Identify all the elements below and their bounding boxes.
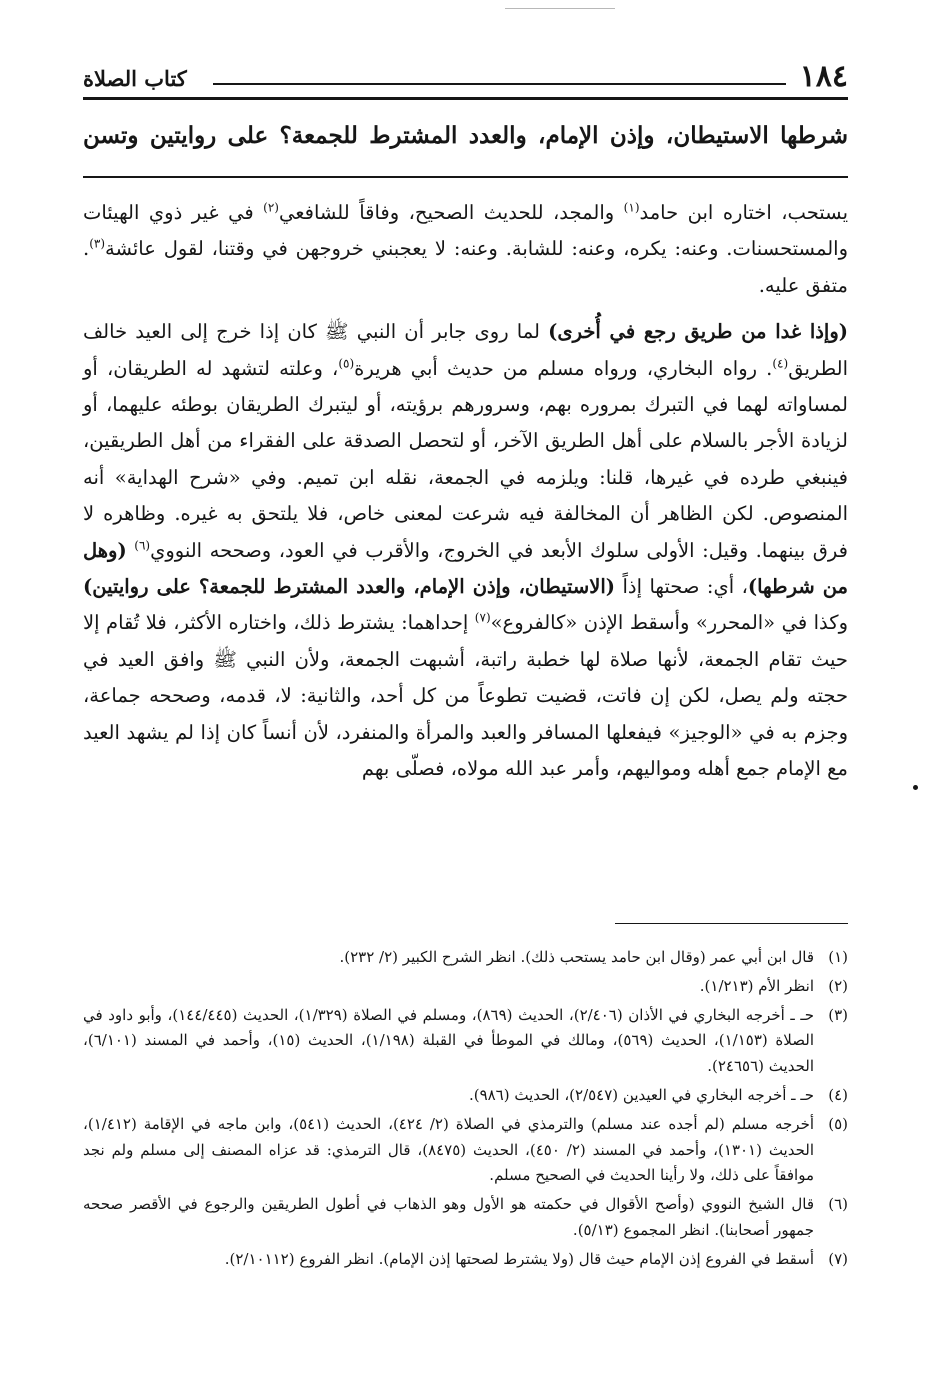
footnote (83, 1003, 848, 1080)
footnote-number: (٤) (828, 1085, 848, 1104)
footnote (83, 974, 848, 1000)
footnote-number: (٢) (828, 976, 848, 995)
page-header (83, 60, 848, 98)
text-run: لما روى جابر أن النبي ﷺ كان إذا خرج إلى العيد خالف الطريق (83, 320, 848, 380)
matn-quote: (وإذا غدا من طريق رجع في أُخرى) (548, 320, 848, 344)
footnote (83, 1247, 848, 1273)
footnote-number: (٦) (828, 1195, 848, 1214)
footnote-ref-4[interactable]: (٤) (772, 356, 789, 371)
matn-quote: (الاستيطان، وإذن الإمام، والعدد المشترط للجمعة؟ على روايتين) (83, 575, 616, 599)
footnote-number: (٧) (828, 1249, 848, 1268)
footnote-number: (٥) (828, 1114, 848, 1133)
text-run: . متفق عليه. (83, 237, 848, 297)
footnote-text: حـ ـ أخرجه البخاري في الأذان (٢/٤٠٦)، الحديث (٨٦٩)، ومسلم في الصلاة (١/٣٢٩)، الحديث (١٤٤/٤٤٥)، وأبو داود في الصلاة (١/١٥٣)، الحديث (٥٦٩)، ومالك في الموطأ في القبلة (١/١٩٨)، الحديث (١٥)، وأحمد في المسند (٦/١٠١)، الحديث (٢٤٦٥٦). (83, 1005, 815, 1076)
footnote-text: انظر الأم (١/٢١٣). (699, 976, 814, 995)
footnote-ref-1[interactable]: (١) (623, 200, 640, 215)
text-run: يستحب، اختاره ابن حامد (639, 201, 848, 224)
text-run: ، وعلته لتشهد له الطريقان، أو لمساواته لهما في التبرك بمروره بهم، وسرورهم برؤيته، أو ليتبرك الطريقان بوطئه عليهما، أو لزيادة الأجر بالسلام على أهل الطريق الآخر، أو لتحصل الصدقة على الفقراء من أهل الطريقين، فينبغي طرده في غيرها، قلنا: ويلزمه في الجمعة، نقله ابن تميم. وفي «شرح الهداية» أنه المنصوص. لكن الظاهر أن المخالفة فيه شرعت لمعنى خاص، فلا يلتحق به غيره. وظاهره لا فرق بينهما. وقيل: الأولى سلوك الأبعد في الخروج، والأقرب في العود، وصححه النووي (83, 356, 848, 562)
matn-text: شرطها الاستيطان، وإذن الإمام، والعدد المشترط للجمعة؟ على روايتين وتسن (83, 122, 848, 149)
footnote-ref-5[interactable]: (٥) (338, 356, 355, 371)
footnote-text: قال الشيخ النووي (وأصح الأقوال في حكمته هو الأول وهو الذهاب في أطول الطريقين والرجوع في الأقصر صححه جمهور أصحابنا). انظر المجموع (٥/١٣). (83, 1195, 814, 1239)
paragraph-1 (83, 195, 848, 304)
footnote (83, 1192, 848, 1244)
text-run: . رواه البخاري، ورواه مسلم من حديث أبي هريرة (354, 356, 773, 380)
footnote-text: قال ابن أبي عمر (وقال ابن حامد يستحب ذلك). انظر الشرح الكبير (٢/ ٢٣٢). (339, 948, 814, 966)
header-divider (83, 97, 848, 100)
matn-quote: (وهل من شرطها) (83, 538, 849, 599)
text-run: وكذا في «المحرر» وأسقط الإذن «كالفروع» (490, 611, 848, 635)
text-run: والمجد، للحديث الصحيح، وفاقاً للشافعي (278, 201, 624, 224)
footnote-divider (615, 923, 848, 924)
footnote-number: (٣) (828, 1005, 848, 1024)
margin-dot (913, 785, 918, 790)
matn-divider (83, 176, 848, 178)
text-run: إحداهما: يشترط ذلك، واختاره الأكثر، فلا تُقام إلا حيث تقام الجمعة، لأنها صلاة لها خطبة راتبة، أشبهت الجمعة، ولأن النبي ﷺ وافق العيد في حجته ولم يصل، لكن إن فاتت، قضيت تطوعاً من كل أحد، والثانية: لا، قدمه، وصححه جماعة، وجزم به في «الوجيز» فيفعلها المسافر والعبد والمرأة والمنفرد، لأن أنساً كان إذا لم يشهد العيد مع الإمام جمع أهله ومواليهم، وأمر عبد الله مولاه، فصلّى بهم (83, 611, 848, 781)
chapter-title: كتاب الصلاة (83, 66, 187, 91)
header-rule (213, 83, 786, 85)
footnote-ref-7[interactable]: (٧) (474, 610, 491, 625)
footnote-text: أخرجه مسلم (لم أجده عند مسلم) والترمذي في الصلاة (٢/ ٤٢٤)، الحديث (٥٤١)، وابن ماجه في الإقامة (١/٤١٢)، الحديث (١٣٠١)، وأحمد في المسند (٢/ ٤٥٠)، الحديث (٨٤٧٥)، قال الترمذي: قد عزاه المصنف إلى مسلم ولم نجد موافقاً على ذلك، ولا رأينا الحديث في الصحيح مسلم. (83, 1114, 815, 1185)
page-number: ١٨٤ (799, 59, 848, 94)
footnote-number: (١) (828, 948, 848, 966)
footnote-ref-3[interactable]: (٣) (89, 236, 106, 251)
footnote-text: أسقط في الفروع إذن الإمام حيث قال (ولا يشترط لصحتها إذن الإمام). انظر الفروع (٢/١٠١١٢). (224, 1249, 814, 1268)
footnote-ref-2[interactable]: (٢) (263, 200, 279, 215)
text-run: ، أي: صحتها إذاً (615, 575, 748, 599)
footnote (83, 1083, 848, 1109)
footnote-ref-6[interactable]: (٦) (134, 538, 151, 553)
footnotes (83, 945, 848, 1276)
footnote-text: حـ ـ أخرجه البخاري في العيدين (٢/٥٤٧)، الحديث (٩٨٦). (468, 1085, 814, 1104)
footnote (83, 945, 848, 971)
footnote (83, 1112, 848, 1189)
commentary-body (83, 195, 848, 788)
paragraph-2 (83, 314, 848, 787)
scan-artifact-line (505, 8, 615, 9)
text-run: في غير ذوي الهيئات والمستحسنات. وعنه: يكره، وعنه: للشابة. وعنه: لا يعجبني خروجهن في وقتنا، لقول عائشة (83, 201, 848, 261)
